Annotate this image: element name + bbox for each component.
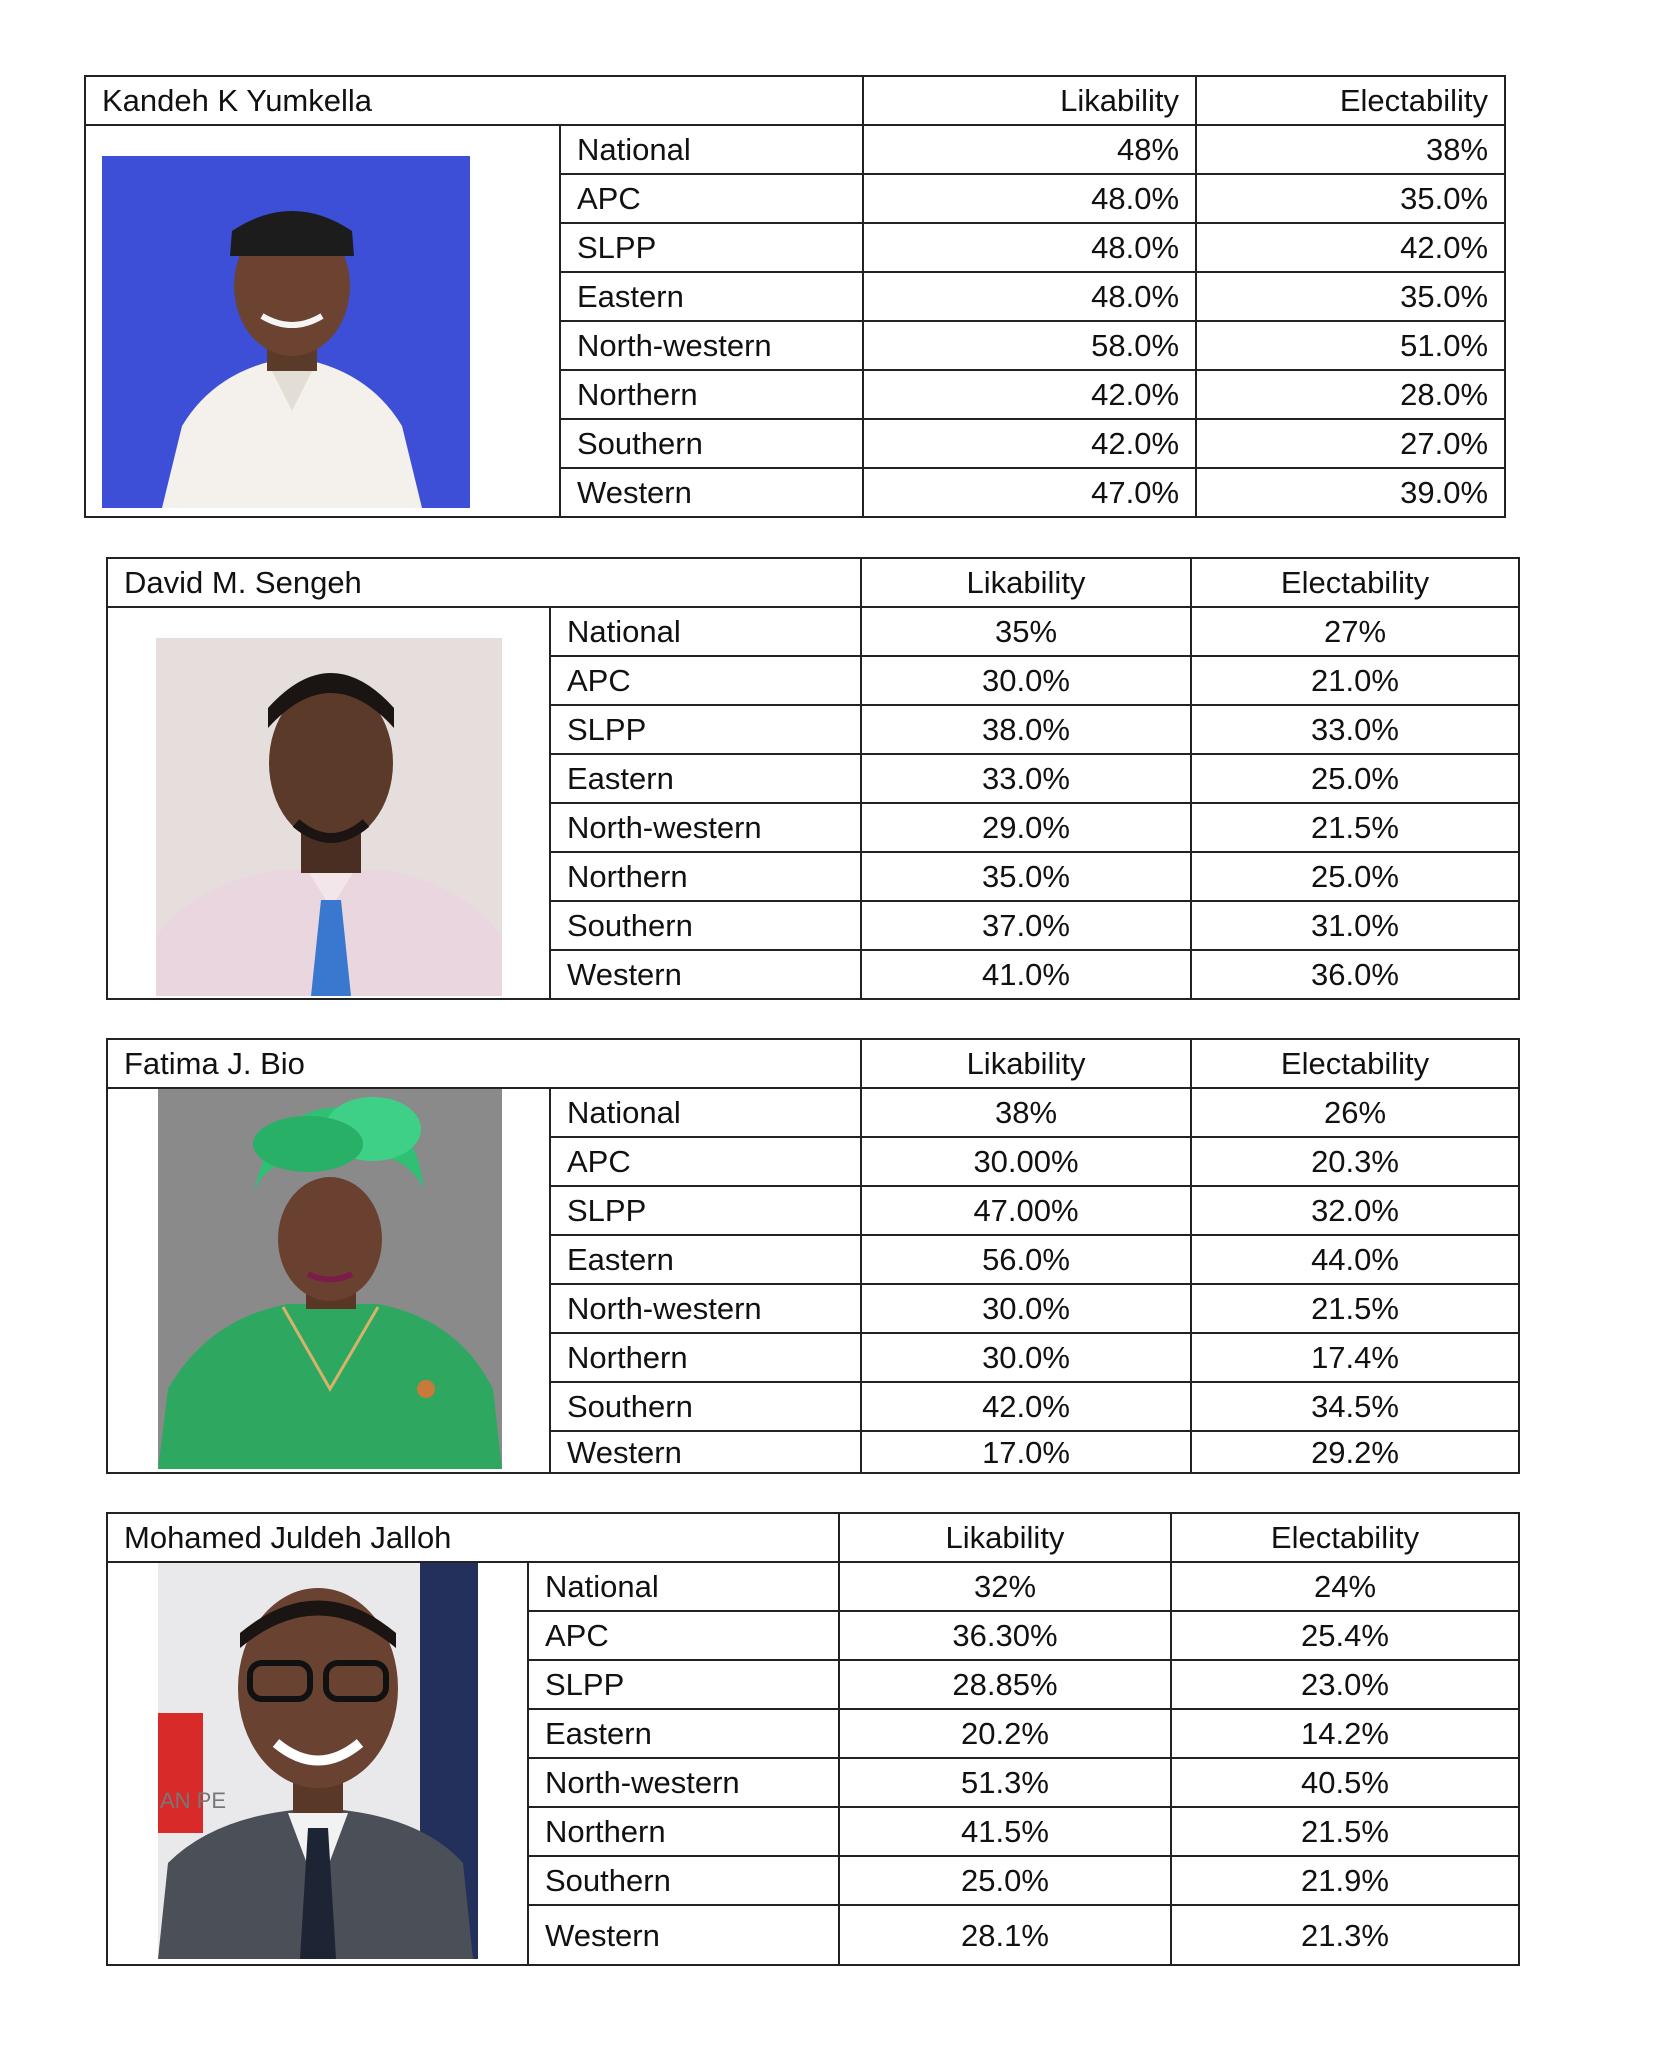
likability-value: 41.0% xyxy=(861,950,1191,999)
likability-value: 29.0% xyxy=(861,803,1191,852)
candidate-table-sengeh xyxy=(106,557,1520,1000)
likability-value: 17.0% xyxy=(861,1431,1191,1473)
electability-header: Electability xyxy=(1191,558,1519,607)
likability-value: 37.0% xyxy=(861,901,1191,950)
region-label: National xyxy=(528,1562,839,1611)
region-label: Southern xyxy=(560,419,863,468)
electability-value: 21.9% xyxy=(1171,1856,1519,1905)
electability-value: 21.5% xyxy=(1171,1807,1519,1856)
photo-partial-text: AN PE xyxy=(160,1788,227,1813)
region-label: National xyxy=(550,1088,861,1137)
electability-value: 42.0% xyxy=(1196,223,1505,272)
likability-value: 51.3% xyxy=(839,1758,1171,1807)
candidate-photo xyxy=(158,1089,502,1469)
electability-value: 17.4% xyxy=(1191,1333,1519,1382)
likability-value: 28.1% xyxy=(839,1905,1171,1965)
photo-cell xyxy=(107,607,550,999)
electability-value: 35.0% xyxy=(1196,272,1505,321)
electability-value: 21.5% xyxy=(1191,1284,1519,1333)
electability-value: 38% xyxy=(1196,125,1505,174)
electability-value: 26% xyxy=(1191,1088,1519,1137)
region-label: North-western xyxy=(550,803,861,852)
region-label: Eastern xyxy=(528,1709,839,1758)
electability-value: 34.5% xyxy=(1191,1382,1519,1431)
likability-value: 28.85% xyxy=(839,1660,1171,1709)
photo-cell xyxy=(85,125,560,517)
electability-value: 33.0% xyxy=(1191,705,1519,754)
region-label: SLPP xyxy=(550,705,861,754)
photo-cell xyxy=(107,1562,528,1965)
likability-value: 30.00% xyxy=(861,1137,1191,1186)
region-label: SLPP xyxy=(550,1186,861,1235)
likability-header: Likability xyxy=(861,1039,1191,1088)
electability-value: 28.0% xyxy=(1196,370,1505,419)
region-label: Western xyxy=(550,950,861,999)
likability-value: 42.0% xyxy=(863,370,1196,419)
likability-value: 58.0% xyxy=(863,321,1196,370)
electability-value: 39.0% xyxy=(1196,468,1505,517)
likability-value: 42.0% xyxy=(861,1382,1191,1431)
candidate-name: Kandeh K Yumkella xyxy=(85,76,863,125)
electability-value: 44.0% xyxy=(1191,1235,1519,1284)
region-label: APC xyxy=(550,1137,861,1186)
electability-value: 40.5% xyxy=(1171,1758,1519,1807)
electability-value: 25.0% xyxy=(1191,852,1519,901)
region-label: National xyxy=(560,125,863,174)
region-label: North-western xyxy=(550,1284,861,1333)
likability-value: 47.0% xyxy=(863,468,1196,517)
electability-value: 32.0% xyxy=(1191,1186,1519,1235)
likability-value: 48.0% xyxy=(863,223,1196,272)
likability-header: Likability xyxy=(863,76,1196,125)
region-label: Northern xyxy=(550,852,861,901)
electability-value: 21.5% xyxy=(1191,803,1519,852)
likability-value: 48.0% xyxy=(863,174,1196,223)
region-label: SLPP xyxy=(528,1660,839,1709)
likability-value: 38% xyxy=(861,1088,1191,1137)
region-label: Southern xyxy=(550,901,861,950)
likability-value: 35% xyxy=(861,607,1191,656)
likability-value: 30.0% xyxy=(861,656,1191,705)
region-label: Southern xyxy=(528,1856,839,1905)
likability-value: 25.0% xyxy=(839,1856,1171,1905)
electability-value: 14.2% xyxy=(1171,1709,1519,1758)
region-label: Eastern xyxy=(550,1235,861,1284)
candidate-table-yumkella xyxy=(84,75,1506,518)
electability-value: 36.0% xyxy=(1191,950,1519,999)
likability-header: Likability xyxy=(861,558,1191,607)
electability-value: 35.0% xyxy=(1196,174,1505,223)
electability-value: 21.3% xyxy=(1171,1905,1519,1965)
candidate-name: David M. Sengeh xyxy=(107,558,861,607)
region-label: APC xyxy=(560,174,863,223)
region-label: Northern xyxy=(560,370,863,419)
likability-value: 33.0% xyxy=(861,754,1191,803)
candidate-name: Mohamed Juldeh Jalloh xyxy=(107,1513,839,1562)
electability-header: Electability xyxy=(1171,1513,1519,1562)
region-label: Western xyxy=(550,1431,861,1473)
candidate-photo xyxy=(158,1563,478,1959)
likability-value: 48.0% xyxy=(863,272,1196,321)
region-label: SLPP xyxy=(560,223,863,272)
electability-value: 51.0% xyxy=(1196,321,1505,370)
candidate-photo xyxy=(156,638,502,996)
region-label: Northern xyxy=(550,1333,861,1382)
region-label: National xyxy=(550,607,861,656)
electability-value: 27.0% xyxy=(1196,419,1505,468)
region-label: Western xyxy=(528,1905,839,1965)
region-label: Southern xyxy=(550,1382,861,1431)
region-label: Northern xyxy=(528,1807,839,1856)
candidate-name: Fatima J. Bio xyxy=(107,1039,861,1088)
electability-value: 31.0% xyxy=(1191,901,1519,950)
electability-value: 27% xyxy=(1191,607,1519,656)
region-label: APC xyxy=(550,656,861,705)
photo-cell xyxy=(107,1088,550,1473)
likability-value: 30.0% xyxy=(861,1333,1191,1382)
likability-header: Likability xyxy=(839,1513,1171,1562)
region-label: North-western xyxy=(560,321,863,370)
likability-value: 47.00% xyxy=(861,1186,1191,1235)
candidate-photo xyxy=(102,156,470,508)
electability-value: 25.0% xyxy=(1191,754,1519,803)
likability-value: 56.0% xyxy=(861,1235,1191,1284)
candidate-table-bio xyxy=(106,1038,1520,1474)
likability-value: 48% xyxy=(863,125,1196,174)
candidate-table-jalloh xyxy=(106,1512,1520,1966)
electability-value: 24% xyxy=(1171,1562,1519,1611)
likability-value: 41.5% xyxy=(839,1807,1171,1856)
electability-value: 23.0% xyxy=(1171,1660,1519,1709)
likability-value: 35.0% xyxy=(861,852,1191,901)
likability-value: 32% xyxy=(839,1562,1171,1611)
electability-value: 25.4% xyxy=(1171,1611,1519,1660)
likability-value: 42.0% xyxy=(863,419,1196,468)
electability-value: 29.2% xyxy=(1191,1431,1519,1473)
electability-header: Electability xyxy=(1196,76,1505,125)
region-label: Eastern xyxy=(550,754,861,803)
electability-header: Electability xyxy=(1191,1039,1519,1088)
likability-value: 30.0% xyxy=(861,1284,1191,1333)
region-label: Eastern xyxy=(560,272,863,321)
region-label: North-western xyxy=(528,1758,839,1807)
region-label: Western xyxy=(560,468,863,517)
electability-value: 21.0% xyxy=(1191,656,1519,705)
likability-value: 36.30% xyxy=(839,1611,1171,1660)
likability-value: 38.0% xyxy=(861,705,1191,754)
electability-value: 20.3% xyxy=(1191,1137,1519,1186)
likability-value: 20.2% xyxy=(839,1709,1171,1758)
region-label: APC xyxy=(528,1611,839,1660)
